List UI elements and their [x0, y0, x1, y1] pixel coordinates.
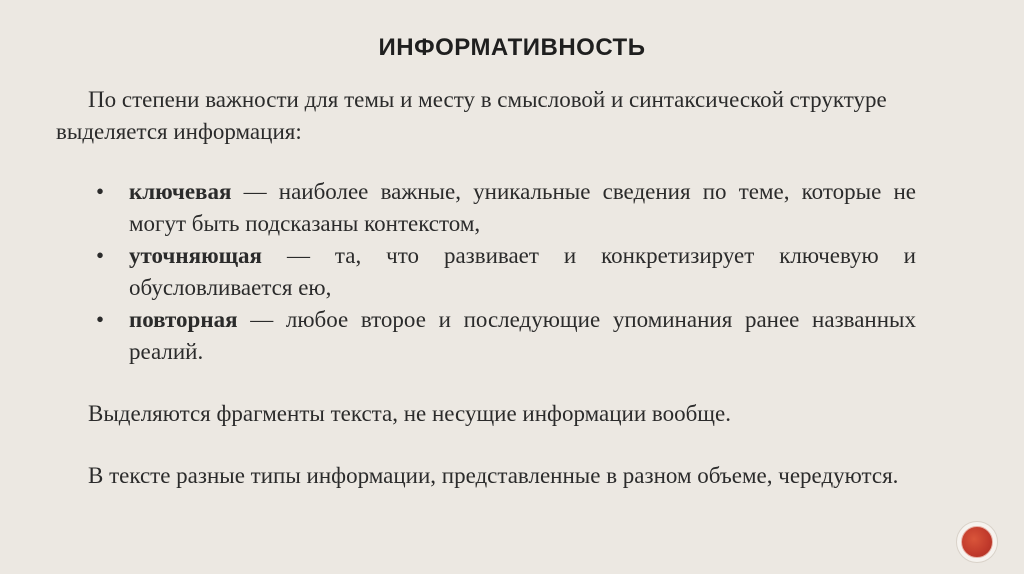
bullet-marker: • [96, 243, 105, 268]
bullet-marker: • [96, 307, 105, 332]
bullet-item-clarifying [56, 240, 916, 304]
bullet-item-repeated [56, 304, 916, 368]
bullet-list [56, 176, 916, 368]
slide-content [56, 84, 916, 492]
intro-paragraph: По степени важности для темы и месту в смысловой и синтаксической структуре выделяется информация: [56, 87, 887, 144]
bullet-item-key [56, 176, 916, 240]
bullet-term: уточняющая [129, 243, 263, 268]
bullet-marker: • [96, 179, 105, 204]
slide-number-circle-inner [961, 526, 993, 558]
spacer [56, 430, 916, 460]
paragraph-fragments: Выделяются фрагменты текста, не несущие информации вообще. [88, 401, 731, 426]
slide-number-circle-icon [956, 521, 998, 563]
bullet-text: — любое второе и последующие упоминания ранее названных реалий. [129, 307, 916, 364]
bullet-text: — та, что развивает и конкретизирует ключевую и обусловливается ею, [129, 243, 916, 300]
bullet-term: повторная [129, 307, 238, 332]
spacer [56, 368, 916, 398]
bullet-text: — наиболее важные, уникальные сведения по теме, которые не могут быть подсказаны контекстом, [129, 179, 916, 236]
slide-title: ИНФОРМАТИВНОСТЬ [378, 34, 646, 61]
paragraph-types: В тексте разные типы информации, представленные в разном объеме, чередуются. [88, 463, 899, 488]
bullet-term: ключевая [129, 179, 232, 204]
